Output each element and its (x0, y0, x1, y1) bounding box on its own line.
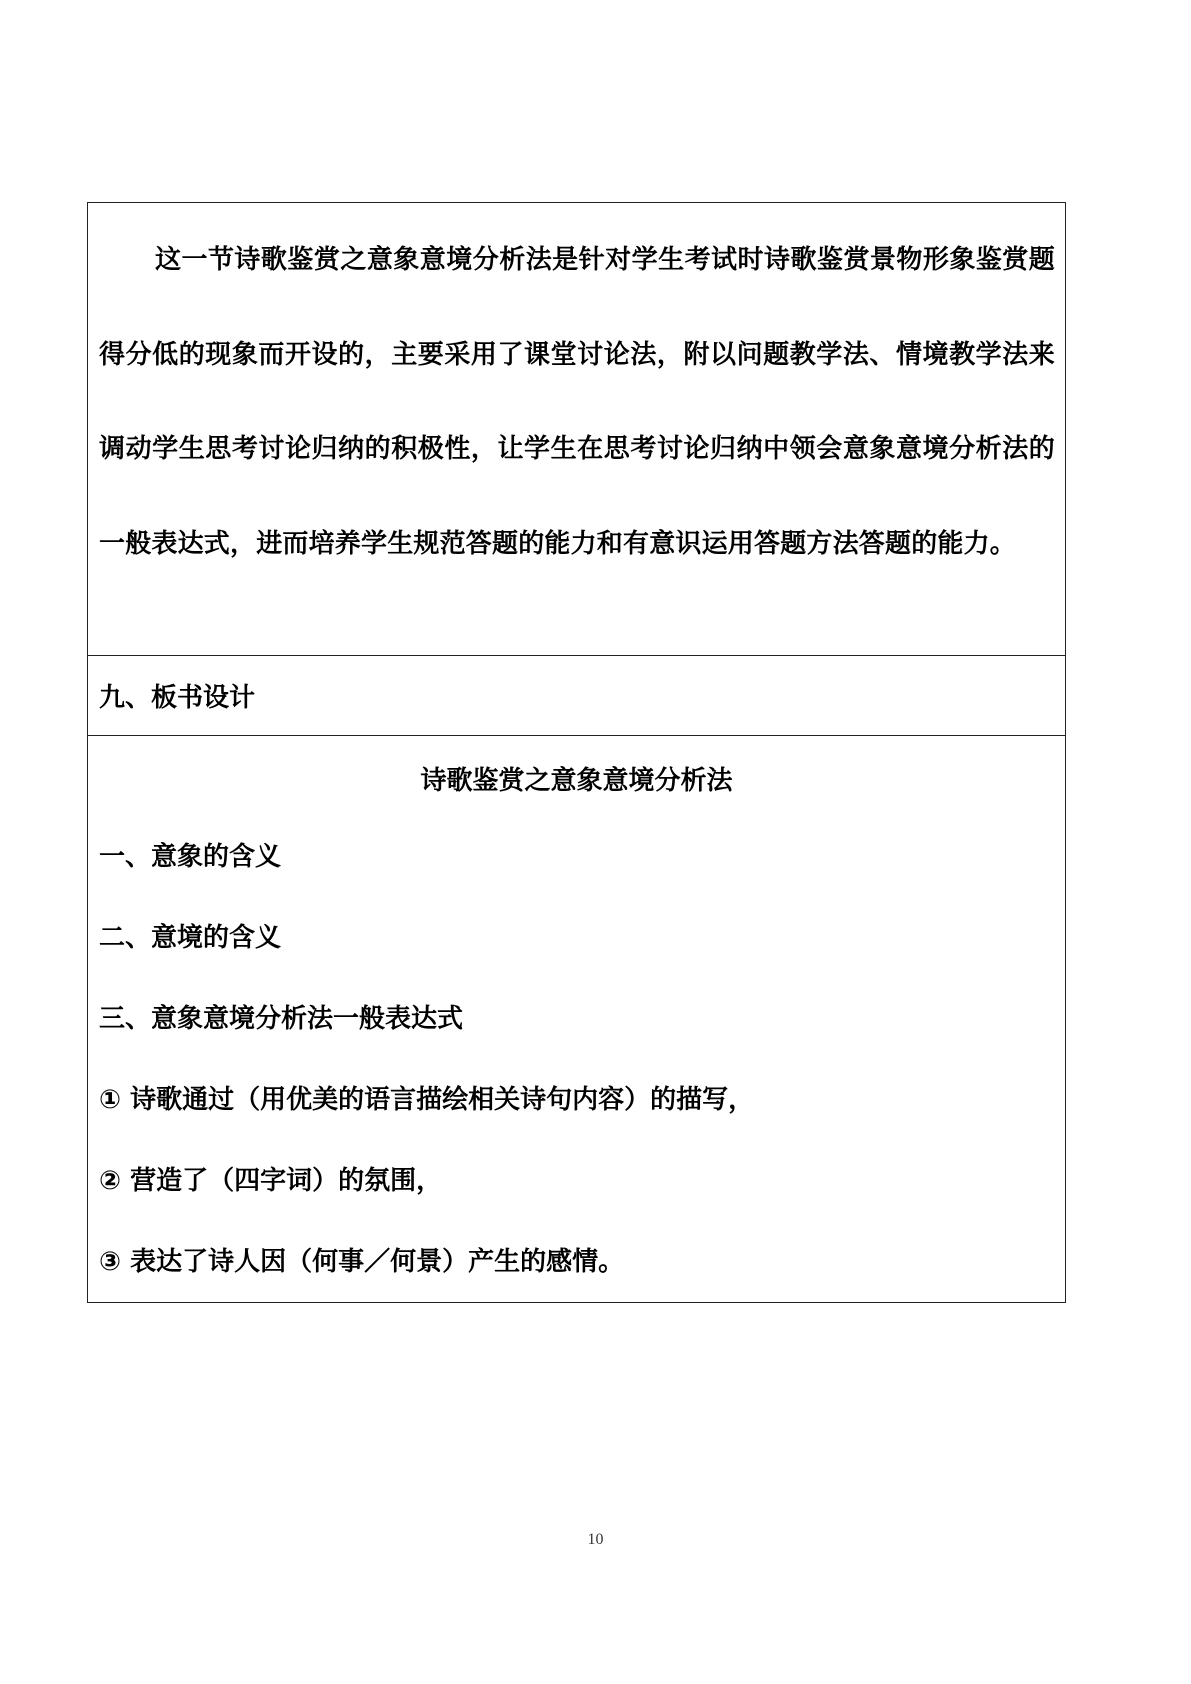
section-heading: 九、板书设计 (99, 683, 256, 713)
board-line-step-3: ③ 表达了诗人因（何事／何景）产生的感情。 (99, 1247, 625, 1277)
board-line-step-1: ① 诗歌通过（用优美的语言描绘相关诗句内容）的描写， (99, 1085, 755, 1115)
board-line-meaning-of-imagery: 一、意象的含义 (99, 842, 282, 872)
intro-row (88, 203, 1065, 656)
board-line-step-2: ② 营造了（四字词）的氛围， (99, 1166, 443, 1196)
board-title: 诗歌鉴赏之意象意境分析法 (420, 766, 733, 796)
lesson-table (87, 202, 1066, 1303)
section-heading-row (88, 656, 1065, 736)
board-line-general-expression: 三、意象意境分析法一般表达式 (99, 1004, 464, 1034)
board-design-row (88, 736, 1065, 1302)
board-line-meaning-of-artistic-conception: 二、意境的含义 (99, 923, 282, 953)
page-number: 10 (587, 1531, 604, 1548)
intro-paragraph: 这一节诗歌鉴赏之意象意境分析法是针对学生考试时诗歌鉴赏景物形象鉴赏题得分低的现象而开设的，主要采用了课堂讨论法，附以问题教学法、情境教学法来调动学生思考讨论归纳的积极性，让学生在思考讨论归纳中领会意象意境分析法的一般表达式，进而培养学生规范答题的能力和有意识运用答题方法答题的能力。 (99, 245, 1055, 559)
